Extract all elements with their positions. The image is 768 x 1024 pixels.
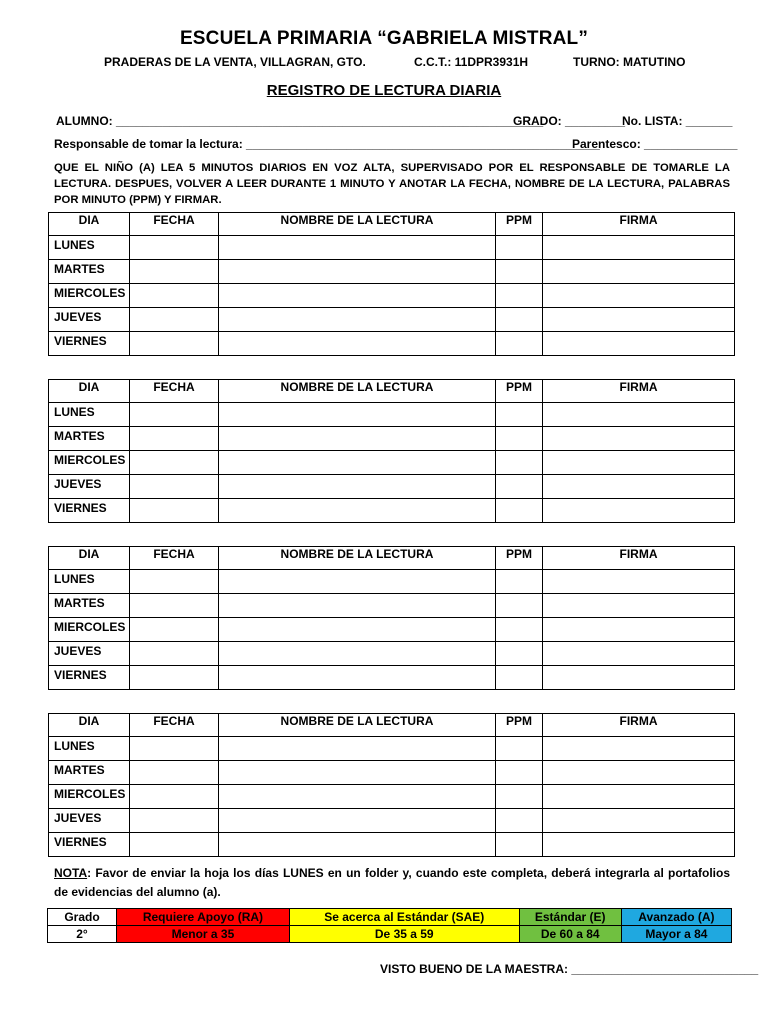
levels-table [47, 908, 732, 943]
header-cell: FECHA [130, 380, 219, 403]
entry-cell[interactable] [543, 737, 735, 761]
entry-cell[interactable] [130, 570, 219, 594]
entry-cell[interactable] [543, 642, 735, 666]
entry-cell[interactable] [543, 833, 735, 857]
entry-cell[interactable] [219, 451, 496, 475]
header-cell: DIA [49, 380, 130, 403]
header-cell: DIA [49, 547, 130, 570]
responsable-field[interactable]: Responsable de tomar la lectura: _____________________________________________________ [54, 137, 600, 151]
entry-cell[interactable] [219, 618, 496, 642]
header-cell: NOMBRE DE LA LECTURA [219, 380, 496, 403]
table-row [49, 308, 735, 332]
table-row [49, 666, 735, 690]
entry-cell[interactable] [130, 308, 219, 332]
header-cell: FIRMA [543, 547, 735, 570]
school-title: ESCUELA PRIMARIA “GABRIELA MISTRAL” [179, 28, 589, 49]
day-cell: VIERNES [49, 833, 130, 857]
entry-cell[interactable] [219, 594, 496, 618]
entry-cell[interactable] [130, 785, 219, 809]
entry-cell[interactable] [219, 308, 496, 332]
header-cell: FIRMA [543, 380, 735, 403]
entry-cell[interactable] [496, 618, 543, 642]
entry-cell[interactable] [130, 475, 219, 499]
entry-cell[interactable] [496, 594, 543, 618]
entry-cell[interactable] [219, 284, 496, 308]
entry-cell[interactable] [130, 260, 219, 284]
day-cell: MIERCOLES [49, 284, 130, 308]
reading-table-2 [48, 379, 735, 523]
table-row [49, 499, 735, 523]
day-cell: JUEVES [49, 475, 130, 499]
level-range: De 60 a 84 [519, 926, 621, 943]
entry-cell[interactable] [130, 284, 219, 308]
day-cell: LUNES [49, 570, 130, 594]
entry-cell[interactable] [496, 284, 543, 308]
day-cell: LUNES [49, 236, 130, 260]
entry-cell[interactable] [496, 570, 543, 594]
entry-cell[interactable] [496, 236, 543, 260]
entry-cell[interactable] [496, 833, 543, 857]
entry-cell[interactable] [219, 499, 496, 523]
header-cell: DIA [49, 213, 130, 236]
day-cell: VIERNES [49, 499, 130, 523]
day-cell: MARTES [49, 427, 130, 451]
entry-cell[interactable] [130, 666, 219, 690]
header-cell: NOMBRE DE LA LECTURA [219, 714, 496, 737]
table-row [49, 236, 735, 260]
entry-cell[interactable] [130, 761, 219, 785]
parentesco-field[interactable]: Parentesco: ______________ [572, 137, 738, 151]
day-cell: JUEVES [49, 642, 130, 666]
instructions: QUE EL NIÑO (A) LEA 5 MINUTOS DIARIOS EN VOZ ALTA, SUPERVISADO POR EL RESPONSABLE DE TOMARLE LA LECTURA. DESPUES, VOLVER A LEER DURANTE 1 MINUTO Y ANOTAR LA FECHA, NOMBRE DE LA LECTURA, PALABRAS POR MINUTO (PPM) Y FIRMAR. [54, 162, 730, 206]
entry-cell[interactable] [219, 809, 496, 833]
entry-cell[interactable] [496, 642, 543, 666]
day-cell: JUEVES [49, 809, 130, 833]
entry-cell[interactable] [219, 642, 496, 666]
table-row [49, 833, 735, 857]
entry-cell[interactable] [219, 570, 496, 594]
entry-cell[interactable] [543, 284, 735, 308]
entry-cell[interactable] [130, 642, 219, 666]
entry-cell[interactable] [543, 403, 735, 427]
table-row [49, 809, 735, 833]
school-cct: C.C.T.: 11DPR3931H [414, 55, 529, 69]
entry-cell[interactable] [130, 332, 219, 356]
entry-cell[interactable] [219, 427, 496, 451]
reading-table-4 [48, 713, 735, 857]
nota [54, 864, 730, 902]
header-cell: PPM [496, 547, 543, 570]
header-cell: PPM [496, 213, 543, 236]
header-cell: PPM [496, 380, 543, 403]
table-row [49, 260, 735, 284]
header-cell: FIRMA [543, 213, 735, 236]
entry-cell[interactable] [496, 403, 543, 427]
table-row [49, 570, 735, 594]
table-row [49, 785, 735, 809]
table-row [49, 403, 735, 427]
school-turno: TURNO: MATUTINO [573, 55, 686, 69]
table-row [49, 737, 735, 761]
table-row [49, 475, 735, 499]
entry-cell[interactable] [496, 809, 543, 833]
entry-cell[interactable] [543, 761, 735, 785]
entry-cell[interactable] [219, 403, 496, 427]
entry-cell[interactable] [543, 570, 735, 594]
entry-cell[interactable] [219, 833, 496, 857]
header-cell: FIRMA [543, 714, 735, 737]
day-cell: MARTES [49, 594, 130, 618]
entry-cell[interactable] [543, 308, 735, 332]
entry-cell[interactable] [130, 451, 219, 475]
entry-cell[interactable] [130, 403, 219, 427]
entry-cell[interactable] [543, 809, 735, 833]
school-location: PRADERAS DE LA VENTA, VILLAGRAN, GTO. [104, 55, 366, 69]
header-cell: PPM [496, 714, 543, 737]
day-cell: MARTES [49, 260, 130, 284]
alumno-field[interactable]: ALUMNO: ________________________________________________________________ [56, 114, 544, 128]
entry-cell[interactable] [543, 499, 735, 523]
reading-table-3 [48, 546, 735, 690]
entry-cell[interactable] [543, 618, 735, 642]
level-name: Avanzado (A) [621, 909, 731, 926]
table-row [49, 284, 735, 308]
entry-cell[interactable] [130, 427, 219, 451]
entry-cell[interactable] [496, 499, 543, 523]
entry-cell[interactable] [496, 260, 543, 284]
entry-cell[interactable] [496, 451, 543, 475]
reading-table-1 [48, 212, 735, 356]
entry-cell[interactable] [543, 236, 735, 260]
entry-cell[interactable] [130, 809, 219, 833]
entry-cell[interactable] [543, 427, 735, 451]
day-cell: JUEVES [49, 308, 130, 332]
entry-cell[interactable] [130, 618, 219, 642]
level-name: Se acerca al Estándar (SAE) [289, 909, 519, 926]
header-cell: DIA [49, 714, 130, 737]
day-cell: VIERNES [49, 332, 130, 356]
table-row [49, 451, 735, 475]
nota-label: NOTA [54, 866, 88, 880]
entry-cell[interactable] [130, 594, 219, 618]
entry-cell[interactable] [496, 475, 543, 499]
day-cell: VIERNES [49, 666, 130, 690]
day-cell: MARTES [49, 761, 130, 785]
header-cell: FECHA [130, 213, 219, 236]
entry-cell[interactable] [130, 499, 219, 523]
entry-cell[interactable] [543, 785, 735, 809]
entry-cell[interactable] [543, 451, 735, 475]
entry-cell[interactable] [219, 761, 496, 785]
entry-cell[interactable] [496, 761, 543, 785]
entry-cell[interactable] [130, 737, 219, 761]
entry-cell[interactable] [543, 260, 735, 284]
entry-cell[interactable] [219, 737, 496, 761]
entry-cell[interactable] [130, 833, 219, 857]
table-row [49, 761, 735, 785]
entry-cell[interactable] [219, 475, 496, 499]
entry-cell[interactable] [543, 594, 735, 618]
entry-cell[interactable] [130, 236, 219, 260]
entry-cell[interactable] [543, 475, 735, 499]
day-cell: LUNES [49, 737, 130, 761]
table-row [49, 427, 735, 451]
grado-value: 2° [48, 926, 117, 943]
nota-text: : Favor de enviar la hoja los días LUNES en un folder y, cuando este completa, deberá integrarla al portafolios de evidencias del alumno (a). [54, 866, 730, 899]
entry-cell[interactable] [496, 332, 543, 356]
visto-bueno[interactable]: VISTO BUENO DE LA MAESTRA: ____________________________ [380, 962, 759, 976]
header-cell: FECHA [130, 547, 219, 570]
table-row [49, 618, 735, 642]
level-range: Mayor a 84 [621, 926, 731, 943]
entry-cell[interactable] [219, 785, 496, 809]
table-row [49, 642, 735, 666]
lista-field[interactable]: No. LISTA: _______ [622, 114, 733, 128]
entry-cell[interactable] [496, 427, 543, 451]
grado-label: Grado [48, 909, 117, 926]
entry-cell[interactable] [543, 666, 735, 690]
header-cell: FECHA [130, 714, 219, 737]
entry-cell[interactable] [219, 332, 496, 356]
entry-cell[interactable] [543, 332, 735, 356]
day-cell: MIERCOLES [49, 451, 130, 475]
entry-cell[interactable] [496, 737, 543, 761]
day-cell: LUNES [49, 403, 130, 427]
table-row [49, 594, 735, 618]
entry-cell[interactable] [219, 260, 496, 284]
grado-field[interactable]: GRADO: _________ [513, 114, 626, 128]
entry-cell[interactable] [496, 666, 543, 690]
day-cell: MIERCOLES [49, 618, 130, 642]
entry-cell[interactable] [496, 785, 543, 809]
level-range: De 35 a 59 [289, 926, 519, 943]
day-cell: MIERCOLES [49, 785, 130, 809]
header-cell: NOMBRE DE LA LECTURA [219, 213, 496, 236]
entry-cell[interactable] [219, 666, 496, 690]
level-name: Estándar (E) [519, 909, 621, 926]
entry-cell[interactable] [219, 236, 496, 260]
entry-cell[interactable] [496, 308, 543, 332]
level-range: Menor a 35 [117, 926, 290, 943]
table-row [49, 332, 735, 356]
register-title: REGISTRO DE LECTURA DIARIA [266, 82, 502, 99]
level-name: Requiere Apoyo (RA) [117, 909, 290, 926]
header-cell: NOMBRE DE LA LECTURA [219, 547, 496, 570]
